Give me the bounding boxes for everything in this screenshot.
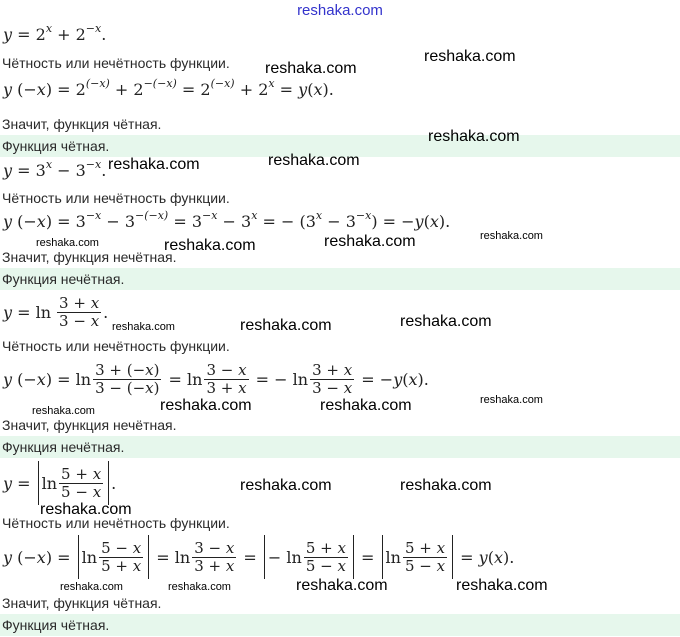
watermark: reshaka.com	[400, 477, 492, 494]
conclusion-1: Значит, функция чётная.	[2, 116, 162, 132]
site-header-watermark: reshaka.com	[297, 2, 383, 19]
derivation-3: y (− x ) = ln $\frac{3 + (-x)}{3 - (-x)}$ = ln $\frac{3 - x}{3 + x}$ = − ln $\frac{3 + x}{3 - x}$ = − y ( x ).	[3, 360, 429, 397]
watermark: reshaka.com	[400, 313, 492, 330]
watermark: reshaka.com	[112, 321, 175, 333]
result-band-2: Функция нечётная.	[0, 268, 680, 290]
function-formula-2: y = 3 x − 3 −x .	[3, 157, 107, 180]
parity-heading-4: Чётность или нечётность функции.	[2, 515, 230, 531]
watermark: reshaka.com	[296, 577, 388, 594]
watermark: reshaka.com	[424, 48, 516, 65]
watermark: reshaka.com	[108, 156, 200, 173]
watermark: reshaka.com	[320, 397, 412, 414]
parity-heading-1: Чётность или нечётность функции.	[2, 55, 230, 71]
watermark: reshaka.com	[428, 128, 520, 145]
watermark: reshaka.com	[164, 237, 256, 254]
watermark: reshaka.com	[480, 230, 543, 242]
watermark: reshaka.com	[456, 577, 548, 594]
result-band-3: Функция нечётная.	[0, 436, 680, 458]
watermark: reshaka.com	[40, 501, 132, 518]
watermark: reshaka.com	[160, 397, 252, 414]
watermark: reshaka.com	[268, 152, 360, 169]
result-band-1: Функция чётная.	[0, 135, 680, 157]
watermark: reshaka.com	[32, 405, 95, 417]
function-formula-4: y = ln $\frac{5 + x}{5 - x}$ .	[0, 458, 116, 508]
watermark: reshaka.com	[36, 237, 99, 249]
conclusion-4: Значит, функция чётная.	[2, 595, 162, 611]
watermark: reshaka.com	[324, 233, 416, 250]
conclusion-3: Значит, функция нечётная.	[2, 417, 177, 433]
parity-heading-3: Чётность или нечётность функции.	[2, 338, 230, 354]
watermark: reshaka.com	[168, 581, 231, 593]
parity-heading-2: Чётность или нечётность функции.	[2, 190, 230, 206]
result-band-4: Функция чётная.	[0, 614, 680, 636]
function-formula-3: y = ln $\frac{3 + x}{3 - x}$ .	[3, 293, 109, 330]
derivation-2: y (− x ) = 3 −x − 3 −(−x) = 3 −x − 3 x = − (3 x − 3 −x ) = − y ( x ).	[3, 208, 451, 231]
watermark: reshaka.com	[240, 477, 332, 494]
derivation-1: y (− x ) = 2 (−x) + 2 −(−x) = 2 (−x) + 2 x = y ( x ).	[3, 76, 334, 99]
derivation-4: y (− x ) = ln $\frac{5 - x}{5 + x}$ = ln $\frac{3 - x}{3 + x}$ = − ln $\frac{5 + x}{5 - x}$ = ln $\frac{5 + x}{5 - x}$ = y ( x ).	[0, 532, 514, 582]
watermark: reshaka.com	[60, 581, 123, 593]
watermark: reshaka.com	[265, 60, 357, 77]
watermark: reshaka.com	[480, 394, 543, 406]
watermark: reshaka.com	[240, 317, 332, 334]
conclusion-2: Значит, функция нечётная.	[2, 249, 177, 265]
function-formula-1: y = 2 x + 2 −x .	[3, 21, 107, 44]
